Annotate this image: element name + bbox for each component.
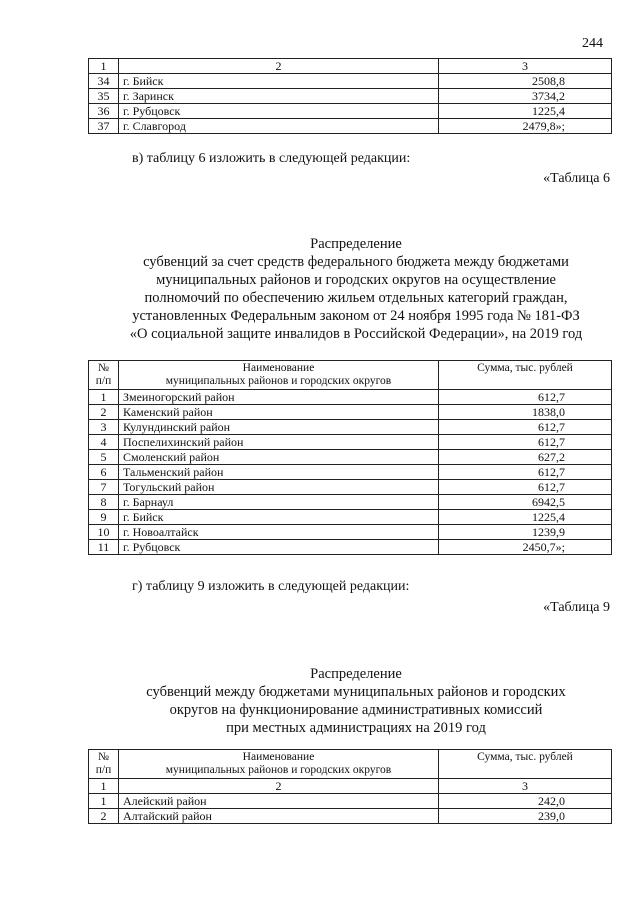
header-name-line: муниципальных районов и городских округов [165, 375, 392, 387]
row-number: 6 [89, 465, 119, 480]
row-name: г. Славгород [119, 119, 439, 134]
header-name [119, 750, 439, 779]
row-name: Смоленский район [119, 450, 439, 465]
row-number: 2 [89, 809, 119, 824]
header-number: № п/п [89, 361, 119, 390]
table-row [89, 510, 612, 525]
header-number: № п/п [89, 750, 119, 779]
row-sum: 1225,4 [439, 104, 612, 119]
table-row [89, 794, 612, 809]
row-sum: 1239,9 [439, 525, 612, 540]
paragraph-v: в) таблицу 6 изложить в следующей редакции: [132, 151, 411, 166]
table-row [89, 465, 612, 480]
table-header-row [89, 750, 612, 779]
row-sum: 242,0 [439, 794, 612, 809]
table-row [89, 104, 612, 119]
header-name-line: Наименование [242, 362, 315, 374]
table6-title [96, 235, 616, 343]
row-number: 2 [89, 405, 119, 420]
table-row [89, 89, 612, 104]
row-number: 11 [89, 540, 119, 555]
row-sum: 2450,7»; [439, 540, 612, 555]
row-name: г. Новоалтайск [119, 525, 439, 540]
row-name: Кулундинский район [119, 420, 439, 435]
row-sum: 612,7 [439, 435, 612, 450]
title-line: Распределение [310, 666, 402, 682]
title-line: при местных администрациях на 2019 год [226, 720, 486, 736]
title-line: Распределение [310, 236, 402, 252]
title-line: установленных Федеральным законом от 24 ноября 1995 года № 181-ФЗ [132, 308, 580, 324]
row-name: Алейский район [119, 794, 439, 809]
paragraph-g: г) таблицу 9 изложить в следующей редакции: [132, 579, 410, 594]
row-number: 1 [89, 794, 119, 809]
row-name: Тогульский район [119, 480, 439, 495]
table-row [89, 495, 612, 510]
header-name-line: Наименование [242, 751, 315, 763]
row-sum: 627,2 [439, 450, 612, 465]
row-number: 3 [89, 420, 119, 435]
row-name: Тальменский район [119, 465, 439, 480]
row-name: г. Бийск [119, 510, 439, 525]
table-continuation [88, 58, 612, 134]
row-name: г. Заринск [119, 89, 439, 104]
row-sum: 2479,8»; [439, 119, 612, 134]
row-name: г. Барнаул [119, 495, 439, 510]
row-number: 37 [89, 119, 119, 134]
header-sum: Сумма, тыс. рублей [439, 750, 612, 779]
row-sum: 6942,5 [439, 495, 612, 510]
row-number: 7 [89, 480, 119, 495]
row-number: 34 [89, 74, 119, 89]
header-name-line: муниципальных районов и городских округов [165, 764, 392, 776]
table-row [89, 390, 612, 405]
title-line: муниципальных районов и городских округов на осуществление [156, 272, 556, 288]
table6-label: «Таблица 6 [543, 171, 610, 186]
col-index: 3 [439, 779, 612, 794]
table-row [89, 119, 612, 134]
row-sum: 3734,2 [439, 89, 612, 104]
col-index: 1 [89, 779, 119, 794]
header-sum: Сумма, тыс. рублей [439, 361, 612, 390]
title-line: «О социальной защите инвалидов в Российской Федерации», на 2019 год [129, 326, 583, 342]
row-sum: 2508,8 [439, 74, 612, 89]
title-line: полномочий по обеспечению жильем отдельных категорий граждан, [144, 290, 568, 306]
table-row [89, 540, 612, 555]
row-name: г. Бийск [119, 74, 439, 89]
table-row [89, 809, 612, 824]
table-header-row [89, 59, 612, 74]
table6 [88, 360, 612, 555]
row-number: 35 [89, 89, 119, 104]
row-sum: 1838,0 [439, 405, 612, 420]
row-name: Алтайский район [119, 809, 439, 824]
row-number: 8 [89, 495, 119, 510]
title-line: субвенций за счет средств федерального бюджета между бюджетами [143, 254, 569, 270]
row-name: г. Рубцовск [119, 540, 439, 555]
row-sum: 239,0 [439, 809, 612, 824]
row-sum: 612,7 [439, 390, 612, 405]
row-name: г. Рубцовск [119, 104, 439, 119]
table-row [89, 420, 612, 435]
title-line: субвенций между бюджетами муниципальных районов и городских [146, 684, 566, 700]
row-sum: 612,7 [439, 480, 612, 495]
table-index-row [89, 779, 612, 794]
col-index: 2 [119, 779, 439, 794]
header-name [119, 361, 439, 390]
row-name: Поспелихинский район [119, 435, 439, 450]
col-index: 3 [439, 59, 612, 74]
table-row [89, 525, 612, 540]
title-line: округов на функционирование административных комиссий [169, 702, 543, 718]
row-sum: 612,7 [439, 465, 612, 480]
row-sum: 1225,4 [439, 510, 612, 525]
table-row [89, 74, 612, 89]
table-row [89, 405, 612, 420]
table-row [89, 450, 612, 465]
row-name: Каменский район [119, 405, 439, 420]
table9 [88, 749, 612, 824]
row-number: 10 [89, 525, 119, 540]
col-index: 2 [119, 59, 439, 74]
col-index: 1 [89, 59, 119, 74]
row-number: 4 [89, 435, 119, 450]
row-number: 5 [89, 450, 119, 465]
table9-title [96, 665, 616, 737]
row-number: 36 [89, 104, 119, 119]
table-row [89, 480, 612, 495]
page-number: 244 [582, 36, 603, 51]
table-header-row [89, 361, 612, 390]
table-row [89, 435, 612, 450]
row-sum: 612,7 [439, 420, 612, 435]
row-number: 9 [89, 510, 119, 525]
row-number: 1 [89, 390, 119, 405]
row-name: Змеиногорский район [119, 390, 439, 405]
table9-label: «Таблица 9 [543, 600, 610, 615]
